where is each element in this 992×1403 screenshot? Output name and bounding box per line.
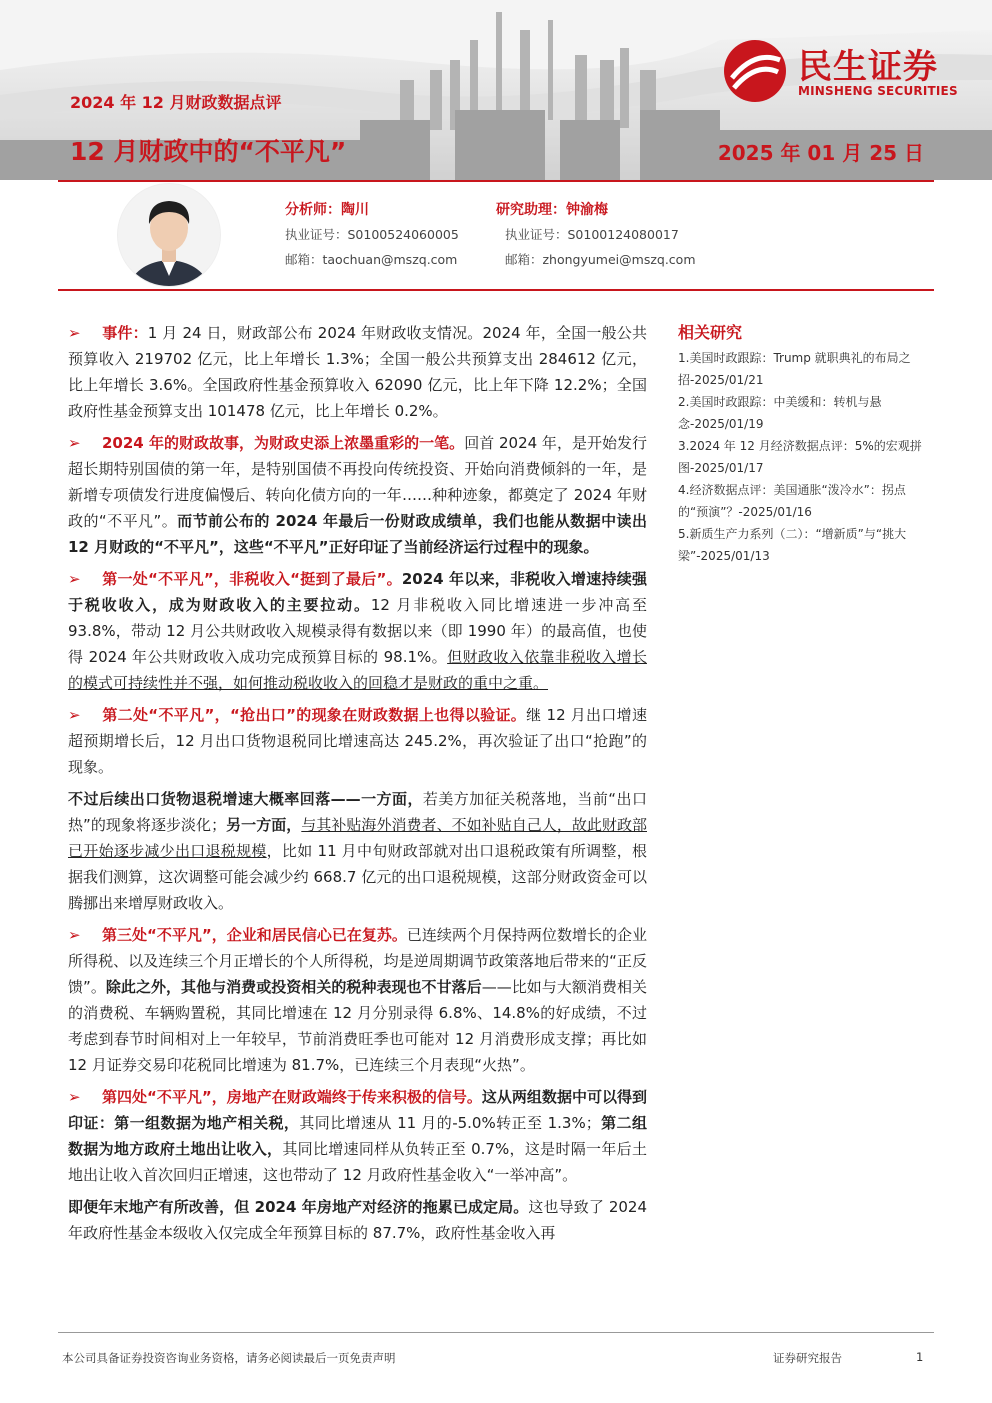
related-research-item[interactable]: 1.美国时政跟踪：Trump 就职典礼的布局之招-2025/01/21 <box>678 351 911 387</box>
logo-chinese-name: 民生证券 <box>798 47 938 87</box>
assistant-name: 研究助理：钟渝梅 <box>496 202 608 218</box>
report-date: 2025 年 01 月 25 日 <box>717 141 924 165</box>
report-title: 12 月财政中的“不平凡” <box>70 137 347 166</box>
related-research-title: 相关研究 <box>678 323 743 342</box>
paragraph-property-drag: 即便年末地产有所改善，但 2024 年房地产对经济的拖累已成定局。这也导致了 2024 年政府性基金本级收入仅完成全年预算目标的 87.7%，政府性基金收入再 <box>68 1198 647 1242</box>
assistant-cert: 执业证号：S0100124080017 <box>505 227 679 242</box>
footer-report-label: 证券研究报告 <box>773 1351 842 1365</box>
paragraph-first-point: ➢ 第一处“不平凡”，非税收入“挺到了最后”。2024 年以来，非税收入增速持续强于税收收入，成为财政收入的主要拉动。12 月非税收入同比增速进一步冲高至 93.8%，带动 12 月公共财政收入规模录得有数据以来（即 1990 年）的最高值，也使得 2024 年公共财政收入成功完成预算目标的 98.1%。但财政收入依靠非税收入增长的模式可持续性并不强，如何推动税收收入的回稳才是财政的重中之重。 <box>68 566 647 696</box>
analyst-email[interactable]: 邮箱：taochuan@mszq.com <box>285 252 458 267</box>
minsheng-logo-mark-icon <box>720 38 790 104</box>
related-research-item[interactable]: 5.新质生产力系列（二）：“增新质”与“挑大梁”-2025/01/13 <box>678 527 907 563</box>
related-research-sidebar <box>678 320 928 567</box>
arrow-bullet-icon: ➢ <box>68 324 81 342</box>
arrow-bullet-icon: ➢ <box>68 570 81 588</box>
logo-english-name: MINSHENG SECURITIES <box>798 84 958 98</box>
paragraph-event: ➢ 事件：1 月 24 日，财政部公布 2024 年财政收支情况。2024 年，全国一般公共预算收入 219702 亿元，比上年增长 1.3%；全国一般公共预算支出 284612 亿元，比上年增长 3.6%。全国政府性基金预算收入 62090 亿元，比上年下降 12.2%；全国政府性基金预算支出 101478 亿元，比上年增长 0.2%。 <box>68 320 647 424</box>
footer-disclaimer: 本公司具备证券投资咨询业务资格，请务必阅读最后一页免责声明 <box>62 1351 396 1365</box>
related-research-item[interactable]: 4.经济数据点评：美国通胀“泼冷水”：拐点的“预演”？-2025/01/16 <box>678 483 906 519</box>
banner-divider <box>58 180 934 182</box>
arrow-bullet-icon: ➢ <box>68 926 81 944</box>
report-series: 2024 年 12 月财政数据点评 <box>70 93 282 112</box>
related-research-item[interactable]: 2.美国时政跟踪：中美缓和：转机与悬念-2025/01/19 <box>678 395 882 431</box>
arrow-bullet-icon: ➢ <box>68 1088 81 1106</box>
footer-divider <box>58 1332 934 1333</box>
analyst-cert: 执业证号：S0100524060005 <box>285 227 459 242</box>
arrow-bullet-icon: ➢ <box>68 706 81 724</box>
paragraph-second-point: ➢ 第二处“不平凡”，“抢出口”的现象在财政数据上也得以验证。继 12 月出口增速超预期增长后，12 月出口货物退税同比增速高达 245.2%，再次验证了出口“抢跑”的现象。 <box>68 702 647 780</box>
arrow-bullet-icon: ➢ <box>68 434 81 452</box>
paragraph-fiscal-story: ➢ 2024 年的财政故事，为财政史添上浓墨重彩的一笔。回首 2024 年，是开始发行超长期特别国债的第一年，是特别国债不再投向传统投资、开始向消费倾斜的一年，是新增专项债发行进度偏慢后、转向化债方向的一年……种种迹象，都奠定了 2024 年财政的“不平凡”。而节前公布的 2024 年最后一份财政成绩单，我们也能从数据中读出 12 月财政的“不平凡”，这些“不平凡”正好印证了当前经济运行过程中的现象。 <box>68 430 647 560</box>
page-number: 1 <box>916 1350 924 1364</box>
analyst-photo-icon <box>118 184 220 286</box>
analyst-avatar <box>117 183 221 287</box>
paragraph-third-point: ➢ 第三处“不平凡”，企业和居民信心已在复苏。已连续两个月保持两位数增长的企业所得税、以及连续三个月正增长的个人所得税，均是逆周期调节政策落地后带来的“正反馈”。除此之外，其他与消费或投资相关的税种表现也不甘落后——比如与大额消费相关的消费税、车辆购置税，其同比增速在 12 月分别录得 6.8%、14.8%的好成绩，不过考虑到春节时间相对上一年较早，节前消费旺季也可能对 12 月消费形成支撑；再比如 12 月证券交易印花税同比增速为 81.7%，已连续三个月表现“火热”。 <box>68 922 647 1078</box>
related-research-item[interactable]: 3.2024 年 12 月经济数据点评：5%的宏观拼图-2025/01/17 <box>678 439 922 475</box>
paragraph-fourth-point: ➢ 第四处“不平凡”，房地产在财政端终于传来积极的信号。这从两组数据中可以得到印证：第一组数据为地产相关税，其同比增速从 11 月的-5.0%转正至 1.3%；第二组数据为地方政府土地出让收入，其同比增速同样从负转正至 0.7%，这是时隔一年后土地出让收入首次回归正增速，这也带动了 12 月政府性基金收入“一举冲高”。 <box>68 1084 647 1188</box>
analyst-name: 分析师：陶川 <box>285 202 369 218</box>
paragraph-export-rebate: 不过后续出口货物退税增速大概率回落——一方面，若美方加征关税落地，当前“出口热”的现象将逐步淡化；另一方面，与其补贴海外消费者、不如补贴自己人，故此财政部已开始逐步减少出口退税规模，比如 11 月中旬财政部就对出口退税政策有所调整，根据我们测算，这次调整可能会减少约 668.7 亿元的出口退税规模，这部分财政资金可以腾挪出来增厚财政收入。 <box>68 790 647 912</box>
assistant-email[interactable]: 邮箱：zhongyumei@mszq.com <box>505 252 696 267</box>
header-banner <box>0 0 992 180</box>
minsheng-logo <box>720 36 970 106</box>
header-divider <box>58 289 934 291</box>
report-body <box>68 320 647 1252</box>
